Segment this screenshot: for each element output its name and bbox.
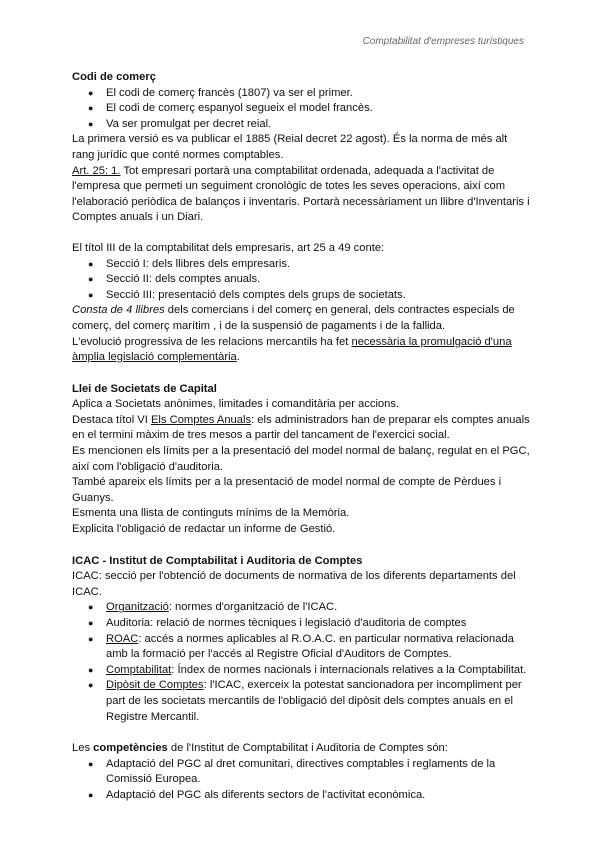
icac-item-text: : l'ICAC, exerceix la potestat sancionadora per incompliment per part de les societats mercantils de l'obligació del dipòsit dels comptes anuals en el Registre Mercantil. xyxy=(106,679,522,723)
article-text: Tot empresari portarà una comptabilitat ordenada, adequada a l'activitat de l'empresa que permeti un seguiment cronològic de totes les seves operacions, així com l'elaboració periòdica de balanços i inventaris. Portarà necessàriament un llibre d'Inventaris i Comptes anuals i un Diari. xyxy=(72,164,530,224)
destaca-post: : els administradors han de preparar els comptes anuals en el termini màxim de tres mesos a partir del tancament de l'exercici social. xyxy=(72,413,530,442)
spacer xyxy=(72,226,532,241)
paragraph-primera-versio: La primera versió es va publicar el 1885 (Reial decret 22 agost). És la norma de més alt rang jurídic que conté normes comptables. xyxy=(72,133,508,161)
destaca-pre: Destaca títol VI xyxy=(72,413,151,426)
competencies-bullet-list xyxy=(72,757,532,804)
list-item: ● Adaptació del PGC al dret comunitari, directives comptables i reglaments de la Comissió Europea. xyxy=(106,757,532,788)
paragraph-titol-intro: El títol III de la comptabilitat dels empresaris, art 25 a 49 conte: xyxy=(72,241,385,254)
codi-bullet-list xyxy=(72,86,532,133)
evolucio-underline: necessària la promulgació d'una àmplia legislació complementària xyxy=(72,335,512,364)
list-item: ● Adaptació del PGC als diferents sectors de l'activitat econòmica. xyxy=(106,788,532,804)
icac-item-text: : accés a normes aplicables al R.O.A.C. en particular normativa relacionada amb la formació per l'accés al Registre Oficial d'Auditors de Comptes. xyxy=(106,632,514,661)
list-item: ● Secció I: dels llibres dels empresaris. xyxy=(106,257,532,273)
icac-item-text: : Índex de normes nacionals i internacionals relatives a la Comptabilitat. xyxy=(171,663,527,676)
document-body xyxy=(72,70,532,804)
paragraph-gestio: Explicita l'obligació de redactar un informe de Gestió. xyxy=(72,523,336,536)
consta-text: dels comercians i del comerç en general, dels contractes especials de comerç, del comerç marítim , i de la suspensió de pagaments i de la fallida. xyxy=(72,304,515,332)
icac-bullet-list xyxy=(72,600,532,725)
seccions-bullet-list xyxy=(72,257,532,304)
paragraph-memoria: Esmenta una llista de continguts mínims de la Memòria. xyxy=(72,507,350,520)
paragraph-article-25 xyxy=(72,164,532,226)
paragraph-consta xyxy=(72,303,532,334)
spacer xyxy=(72,538,532,554)
section-heading-icac: ICAC - Institut de Comptabilitat i Auditoria de Comptes xyxy=(72,554,363,567)
destaca-underline: Els Comptes Anuals xyxy=(150,413,252,426)
icac-item-text: : normes d'organització de l'ICAC. xyxy=(168,601,338,614)
competencies-pre: Les xyxy=(72,742,94,755)
list-item xyxy=(106,616,532,632)
paragraph-icac-intro: ICAC: secció per l'obtenció de documents de normativa de los diferents departaments del ICAC. xyxy=(72,570,516,598)
icac-item-text: Auditoria: relació de normes tècniques i legislació d'auditoria de comptes xyxy=(106,617,467,629)
section-heading-llei: Llei de Societats de Capital xyxy=(72,382,217,395)
list-item xyxy=(106,600,532,616)
icac-item-link[interactable]: Comptabilitat xyxy=(106,663,172,676)
list-item: ● El codi de comerç francès (1807) va ser el primer. xyxy=(106,86,532,102)
icac-item-link[interactable]: ROAC xyxy=(106,632,139,645)
paragraph-limits-balanc: Es mencionen els límits per a la presentació del model normal de balanç, regulat en el PGC, així com l'obligació d'auditoria. xyxy=(72,445,530,473)
paragraph-competencies xyxy=(72,741,532,757)
article-label: Art. 25: 1. xyxy=(72,164,121,177)
icac-item-link[interactable]: Dipòsit de Comptes xyxy=(106,679,204,692)
consta-italic: Consta de 4 llibres xyxy=(72,304,165,317)
list-item: ● Secció III: presentació dels comptes dels grups de societats. xyxy=(106,288,532,304)
list-item xyxy=(106,632,532,663)
list-item: ● Secció II: dels comptes anuals. xyxy=(106,272,532,288)
evolucio-text: L'evolució progressiva de les relacions mercantils ha fet xyxy=(72,335,352,348)
spacer xyxy=(72,725,532,741)
section-heading-codi: Codi de comerç xyxy=(72,71,156,83)
competencies-bold: competències xyxy=(93,742,168,755)
list-item: ● Va ser promulgat per decret reial. xyxy=(106,117,532,133)
paragraph-destaca xyxy=(72,413,532,444)
list-item xyxy=(106,663,532,679)
page-header-title: Comptabilitat d'empreses turístiques xyxy=(362,36,524,47)
spacer xyxy=(72,366,532,382)
paragraph-evolucio xyxy=(72,335,532,366)
list-item: ● El codi de comerç espanyol segueix el model francès. xyxy=(106,101,532,117)
evolucio-end: . xyxy=(236,351,240,364)
competencies-post: de l'Institut de Comptabilitat i Auditoria de Comptes són: xyxy=(167,742,448,755)
paragraph-limits-pig: També apareix els límits per a la presentació de model normal de compte de Pèrdues i Guanys. xyxy=(72,476,502,504)
paragraph-aplica: Aplica a Societats anònimes, limitades i comanditària per accions. xyxy=(72,398,400,411)
icac-item-link[interactable]: Organització xyxy=(106,601,169,614)
list-item xyxy=(106,678,532,725)
